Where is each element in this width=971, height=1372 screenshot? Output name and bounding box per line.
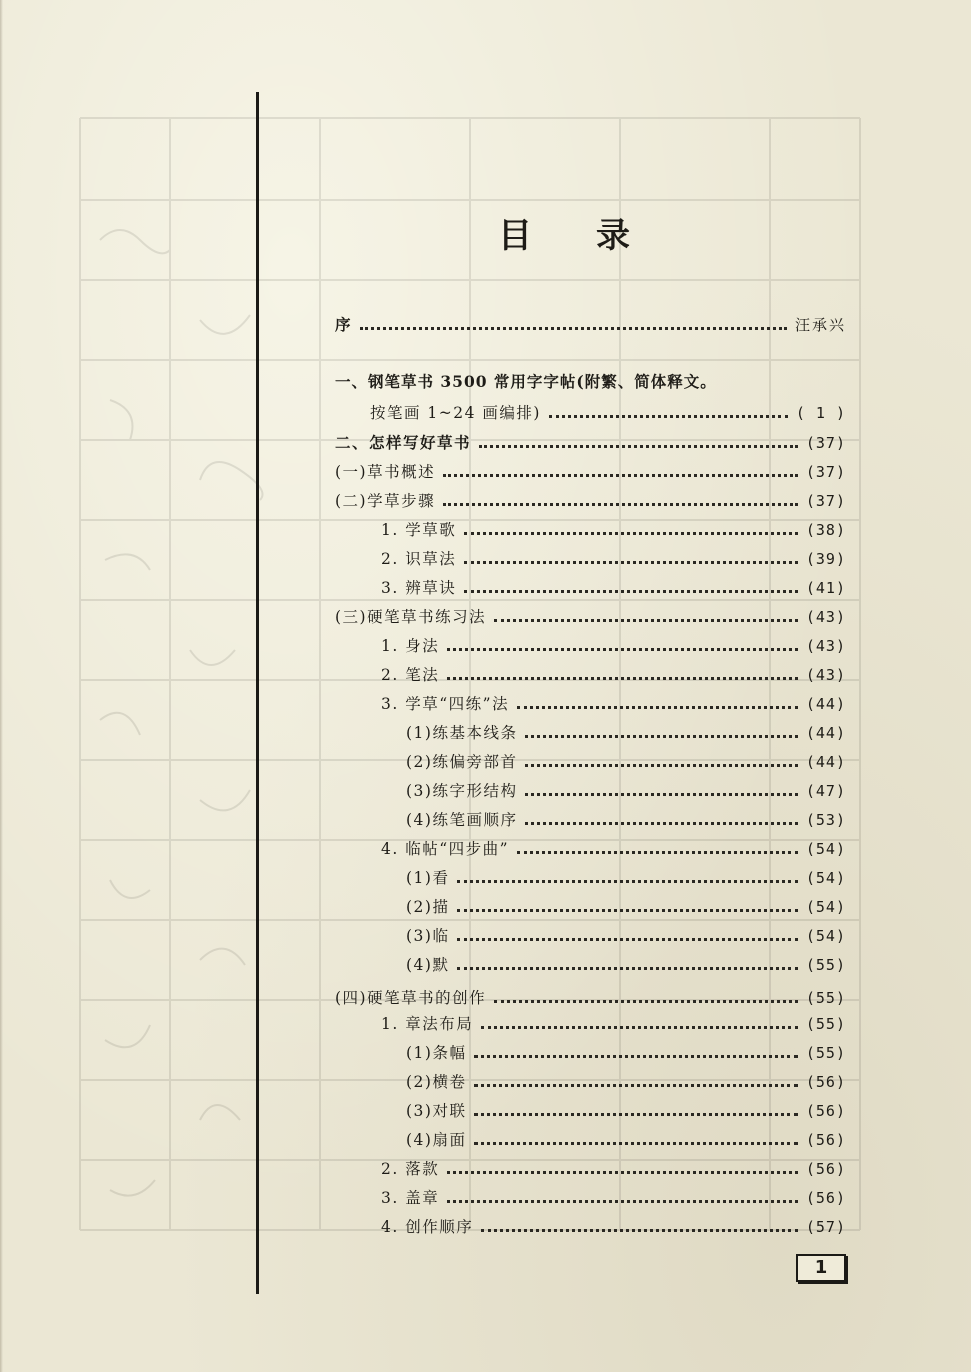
toc-entry[interactable] (381, 543, 846, 569)
toc-entry-title: 1. 身法 (381, 637, 440, 655)
dot-leader (494, 1000, 798, 1003)
dot-leader (479, 445, 798, 448)
dot-leader (447, 677, 798, 680)
toc-entry[interactable] (406, 1095, 846, 1121)
toc-entry[interactable] (406, 862, 846, 888)
toc-entry[interactable] (406, 775, 846, 801)
toc-entry-title: (3)练字形结构 (406, 782, 518, 800)
toc-entry-title: 1. 学草歌 (381, 521, 457, 539)
dot-leader (525, 822, 797, 825)
toc-entry-page: ( 1 ) (795, 404, 846, 422)
toc-entry-title: 3. 盖章 (381, 1189, 440, 1207)
toc-entry-title: (三)硬笔草书练习法 (335, 608, 487, 626)
toc-entry-title: (二)学草步骤 (335, 492, 436, 510)
toc-entry-page: (57) (805, 1218, 846, 1236)
toc-entry[interactable] (381, 1182, 846, 1208)
dot-leader (494, 619, 798, 622)
dot-leader (457, 880, 797, 883)
toc-entry[interactable] (406, 949, 846, 975)
toc-entry[interactable] (406, 1037, 846, 1063)
toc-entry[interactable] (370, 397, 846, 423)
toc-entry[interactable] (406, 746, 846, 772)
toc-entry[interactable] (381, 833, 846, 859)
dot-leader (481, 1229, 798, 1232)
dot-leader (457, 909, 797, 912)
dot-leader (474, 1142, 797, 1145)
toc-entry-page: (43) (805, 666, 846, 684)
dot-leader (474, 1084, 797, 1087)
toc-entry-title: (4)练笔画顺序 (406, 811, 518, 829)
toc-entry[interactable] (381, 630, 846, 656)
toc-entry-title: 序 (335, 315, 353, 334)
toc-entry[interactable] (406, 920, 846, 946)
toc-entry[interactable] (381, 659, 846, 685)
dot-leader (464, 532, 798, 535)
toc-entry-author: 汪承兴 (794, 316, 846, 334)
toc-entry-title: 2. 落款 (381, 1160, 440, 1178)
dot-leader (360, 327, 787, 330)
toc-entry-page: (39) (805, 550, 846, 568)
dot-leader (447, 648, 798, 651)
dot-leader (464, 590, 798, 593)
toc-entry-title: 4. 临帖“四步曲” (381, 840, 510, 858)
heading-char-2: 录 (596, 216, 630, 256)
dot-leader (474, 1055, 797, 1058)
toc-entry-title: 4. 创作顺序 (381, 1218, 474, 1236)
dot-leader (464, 561, 798, 564)
dot-leader (549, 415, 788, 418)
toc-entry[interactable] (381, 1153, 846, 1179)
toc-entry-page: (55) (805, 956, 846, 974)
dot-leader (474, 1113, 797, 1116)
dot-leader (447, 1200, 798, 1203)
toc-entry-page: (56) (805, 1131, 846, 1149)
toc-entry-title: 按笔画 1~24 画编排) (370, 404, 541, 422)
toc-entry-title: 3. 辨草诀 (381, 579, 457, 597)
toc-entry-page: (43) (805, 608, 846, 626)
toc-entry[interactable] (406, 804, 846, 830)
toc-entry-title: (2)练偏旁部首 (406, 753, 518, 771)
toc-entry-page: (56) (805, 1160, 846, 1178)
dot-leader (457, 967, 797, 970)
toc-entry-page: (54) (805, 840, 846, 858)
toc-entry[interactable] (406, 1066, 846, 1092)
dot-leader (517, 851, 798, 854)
toc-entry-page: (54) (805, 898, 846, 916)
toc-entry[interactable] (381, 572, 846, 598)
toc-entry[interactable] (381, 688, 846, 714)
toc-entry-page: (44) (805, 695, 846, 713)
toc-entry-page: (55) (805, 1044, 846, 1062)
toc-entry-page: (44) (805, 724, 846, 742)
toc-entry-title: (1)看 (406, 869, 450, 887)
toc-entry-title: 1. 章法布局 (381, 1015, 474, 1033)
toc-entry[interactable] (406, 1124, 846, 1150)
dot-leader (525, 764, 797, 767)
toc-entry-title: (4)扇面 (406, 1131, 467, 1149)
dot-leader (443, 503, 798, 506)
toc-entry[interactable] (335, 456, 846, 482)
toc-entry-title: (3)对联 (406, 1102, 467, 1120)
toc-entry[interactable] (381, 514, 846, 540)
toc-entry-page: (56) (805, 1189, 846, 1207)
toc-entry-page: (41) (805, 579, 846, 597)
dot-leader (525, 735, 797, 738)
toc-entry-title: (2)描 (406, 898, 450, 916)
toc-entry-page: (55) (805, 989, 846, 1007)
toc-entry-title: (4)默 (406, 956, 450, 974)
toc-entry[interactable] (381, 1008, 846, 1034)
toc-entry-page: (56) (805, 1073, 846, 1091)
toc-entry-title: 2. 识草法 (381, 550, 457, 568)
toc-entry-page: (54) (805, 927, 846, 945)
toc-entry-part1-heading[interactable]: 一、钢笔草书 3500 常用字字帖(附繁、简体释文。 (335, 372, 717, 391)
toc-entry-page: (55) (805, 1015, 846, 1033)
toc-entry-page: (54) (805, 869, 846, 887)
toc-entry-page: (56) (805, 1102, 846, 1120)
dot-leader (525, 793, 797, 796)
toc-entry-page: (38) (805, 521, 846, 539)
dot-leader (443, 474, 798, 477)
toc-entry[interactable] (406, 717, 846, 743)
toc-entry[interactable] (335, 982, 846, 1008)
toc-entry-title: (1)条幅 (406, 1044, 467, 1062)
toc-entry-page: (47) (805, 782, 846, 800)
page-number: 1 (796, 1254, 846, 1282)
dot-leader (517, 706, 798, 709)
toc-entry[interactable] (406, 891, 846, 917)
dot-leader (447, 1171, 798, 1174)
toc-entry[interactable] (335, 485, 846, 511)
toc-entry-preface[interactable] (335, 309, 846, 335)
heading-char-1: 目 (498, 216, 532, 256)
toc-entry-title: (一)草书概述 (335, 463, 436, 481)
toc-entry[interactable] (381, 1211, 846, 1237)
toc-entry-page: (53) (805, 811, 846, 829)
toc-entry-title: (3)临 (406, 927, 450, 945)
dot-leader (481, 1026, 798, 1029)
toc-entry-title: 二、怎样写好草书 (335, 433, 472, 452)
toc-entry-page: (37) (805, 463, 846, 481)
toc-entry[interactable] (335, 427, 846, 453)
toc-entry-title: (1)练基本线条 (406, 724, 518, 742)
toc-entry-page: (44) (805, 753, 846, 771)
toc-entry-title: (2)横卷 (406, 1073, 467, 1091)
toc-entry[interactable] (335, 601, 846, 627)
toc-entry-page: (37) (805, 492, 846, 510)
toc-entry-title: 3. 学草“四练”法 (381, 695, 510, 713)
dot-leader (457, 938, 797, 941)
toc-entry-title: 2. 笔法 (381, 666, 440, 684)
toc-entry-page: (37) (805, 434, 846, 452)
toc-entry-title: (四)硬笔草书的创作 (335, 989, 487, 1007)
toc-entry-page: (43) (805, 637, 846, 655)
